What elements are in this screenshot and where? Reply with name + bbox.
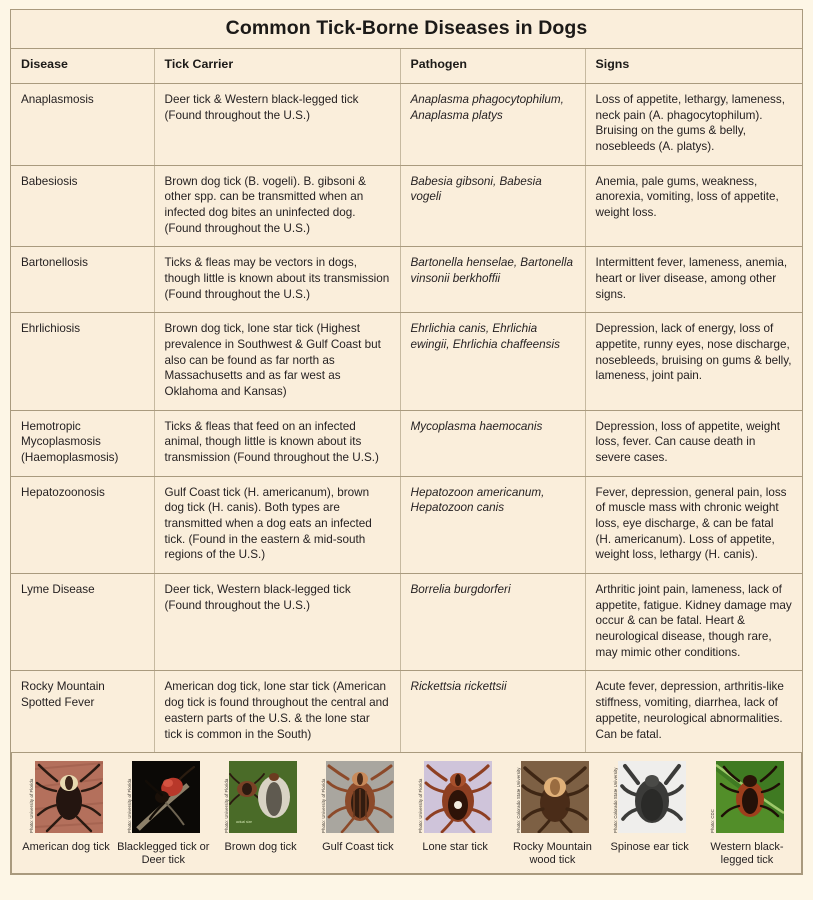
cell-pathogen: Babesia gibsoni, Babesia vogeli: [400, 165, 585, 247]
table-row: [11, 165, 802, 247]
tick-photo-lone-star-tick: [407, 761, 503, 854]
page-title: Common Tick-Borne Diseases in Dogs: [11, 10, 802, 49]
cell-carrier: American dog tick, lone star tick (American dog tick is found throughout the central and eastern parts of the U.S. & the lone star tick is common in the South): [154, 671, 400, 753]
table-row: [11, 84, 802, 166]
cell-signs: Arthritic joint pain, lameness, lack of appetite, fatigue. Kidney damage may occur & can be fatal. Heart & neurological disease, though rare, may mimic other conditions.: [585, 574, 802, 671]
cell-signs: Acute fever, depression, arthritis-like stiffness, vomiting, diarrhea, lack of appetite, neurological abnormalities. Can be fatal.: [585, 671, 802, 753]
photo-credit: Photo: University of Florida: [321, 778, 327, 834]
table-row: [11, 476, 802, 573]
tick-image: [132, 761, 200, 833]
cell-disease: Babesiosis: [11, 165, 154, 247]
tick-photo-blacklegged-deer-tick: [115, 761, 211, 867]
tick-image: [424, 761, 492, 833]
photo-credit: Photo: University of Florida: [126, 778, 132, 834]
tick-image: [521, 761, 589, 833]
tick-photo-spinose-ear-tick: [602, 761, 698, 854]
cell-signs: Intermittent fever, lameness, anemia, heart or liver disease, among other signs.: [585, 247, 802, 313]
photo-caption: Gulf Coast tick: [322, 841, 394, 854]
table-header-row: [11, 49, 802, 84]
cell-carrier: Brown dog tick, lone star tick (Highest prevalence in Southwest & Gulf Coast but also can be found as far north as Massachusetts and as far west as Oklahoma and Kansas): [154, 313, 400, 410]
photo-row: [613, 761, 686, 835]
cell-pathogen: Borrelia burgdorferi: [400, 574, 585, 671]
photo-row: [224, 761, 297, 835]
photo-caption: Western black-legged tick: [710, 841, 784, 867]
tick-photo-strip: [11, 753, 802, 874]
photo-credit: Photo: CDC: [710, 809, 716, 834]
diseases-table: [11, 49, 802, 753]
cell-disease: Hepatozoonosis: [11, 476, 154, 573]
photo-row: [321, 761, 394, 835]
photo-credit: Photo: University of Florida: [223, 778, 229, 834]
chart-frame: [10, 9, 803, 875]
photo-caption: Lone star tick: [422, 841, 488, 854]
column-header-pathogen: Pathogen: [400, 49, 585, 84]
tick-image: [618, 761, 686, 833]
cell-pathogen: Bartonella henselae, Bartonella vinsonii berkhoffii: [400, 247, 585, 313]
cell-signs: Anemia, pale gums, weakness, anorexia, vomiting, loss of appetite, weight loss.: [585, 165, 802, 247]
cell-pathogen: Rickettsia rickettsii: [400, 671, 585, 753]
column-header-disease: Disease: [11, 49, 154, 84]
svg-text:actual size: actual size: [236, 820, 253, 825]
cell-carrier: Gulf Coast tick (H. americanum), brown dog tick (H. canis). Both types are transmitted when a dog eats an infected tick. (Found in the eastern & mid-south regions of the U.S.): [154, 476, 400, 573]
cell-carrier: Deer tick & Western black-legged tick (Found throughout the U.S.): [154, 84, 400, 166]
tick-image: [35, 761, 103, 833]
photo-row: [127, 761, 200, 835]
photo-credit: Photo: Colorado State University: [613, 767, 619, 834]
cell-signs: Fever, depression, general pain, loss of muscle mass with chronic weight loss, eye discharge, & can be fatal (H. americanum). Loss of appetite, weight loss, lethargy (H. canis).: [585, 476, 802, 573]
cell-disease: Anaplasmosis: [11, 84, 154, 166]
tick-image: [716, 761, 784, 833]
cell-carrier: Ticks & fleas may be vectors in dogs, though little is known about its transmission (Found throughout the U.S.): [154, 247, 400, 313]
photo-credit: Photo: University of Florida: [418, 778, 424, 834]
tick-image: [326, 761, 394, 833]
cell-disease: Rocky Mountain Spotted Fever: [11, 671, 154, 753]
photo-caption: American dog tick: [22, 841, 110, 854]
cell-carrier: Ticks & fleas that feed on an infected animal, though little is known about its transmission (Found throughout the U.S.): [154, 410, 400, 476]
tick-photo-western-blacklegged-tick: [699, 761, 795, 867]
tick-photo-american-dog-tick: [18, 761, 114, 854]
photo-row: [418, 761, 491, 835]
photo-caption: Rocky Mountain wood tick: [512, 841, 592, 867]
photo-credit: Photo: Colorado State University: [515, 767, 521, 834]
cell-pathogen: Anaplasma phagocytophilum, Anaplasma platys: [400, 84, 585, 166]
photo-row: [516, 761, 589, 835]
cell-signs: Depression, lack of energy, loss of appetite, runny eyes, nose discharge, nosebleeds, bruising on gums & belly, lameness, joint pain.: [585, 313, 802, 410]
tick-photo-gulf-coast-tick: [310, 761, 406, 854]
cell-disease: Hemotropic Mycoplasmosis (Haemoplasmosis): [11, 410, 154, 476]
cell-carrier: Brown dog tick (B. vogeli). B. gibsoni & other spp. can be transmitted when an infected dog bites an uninfected dog. (Found throughout the U.S.): [154, 165, 400, 247]
table-row: [11, 671, 802, 753]
cell-signs: Depression, loss of appetite, weight loss, fever. Can cause death in severe cases.: [585, 410, 802, 476]
photo-caption: Blacklegged tick or Deer tick: [117, 841, 210, 867]
cell-carrier: Deer tick, Western black-legged tick (Found throughout the U.S.): [154, 574, 400, 671]
cell-disease: Lyme Disease: [11, 574, 154, 671]
tick-photo-rocky-mountain-wood-tick: [504, 761, 600, 867]
table-row: [11, 247, 802, 313]
column-header-signs: Signs: [585, 49, 802, 84]
photo-row: [710, 761, 783, 835]
table-row: [11, 410, 802, 476]
photo-row: [29, 761, 102, 835]
column-header-carrier: Tick Carrier: [154, 49, 400, 84]
cell-pathogen: Ehrlichia canis, Ehrlichia ewingii, Ehrlichia chaffeensis: [400, 313, 585, 410]
cell-disease: Ehrlichiosis: [11, 313, 154, 410]
tick-image: [229, 761, 297, 833]
tick-photo-brown-dog-tick: [213, 761, 309, 854]
cell-pathogen: Hepatozoon americanum, Hepatozoon canis: [400, 476, 585, 573]
cell-disease: Bartonellosis: [11, 247, 154, 313]
table-body: [11, 84, 802, 753]
photo-credit: Photo: University of Florida: [29, 778, 35, 834]
table-row: [11, 313, 802, 410]
photo-caption: Brown dog tick: [224, 841, 297, 854]
cell-signs: Loss of appetite, lethargy, lameness, neck pain (A. phagocytophilum). Bruising on the gums & belly, nosebleeds (A. platys).: [585, 84, 802, 166]
table-row: [11, 574, 802, 671]
cell-pathogen: Mycoplasma haemocanis: [400, 410, 585, 476]
photo-caption: Spinose ear tick: [610, 841, 689, 854]
